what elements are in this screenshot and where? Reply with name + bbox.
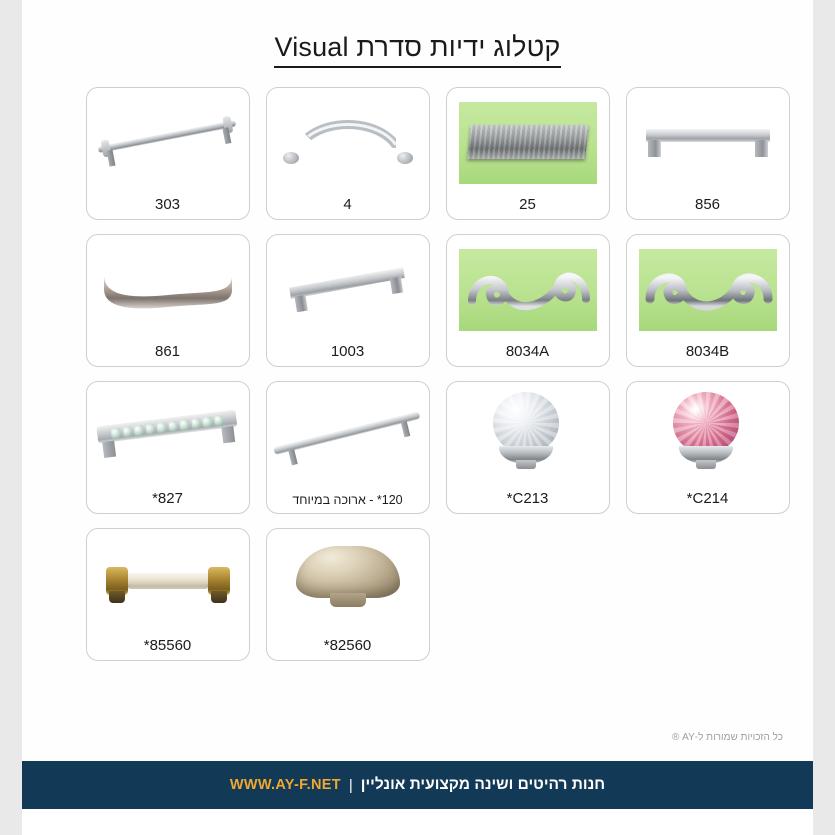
handle-1003-icon	[267, 235, 429, 343]
product-card-861[interactable]	[86, 234, 250, 367]
product-label: C213*	[506, 490, 549, 507]
page-margin-left	[0, 0, 22, 835]
product-card-120[interactable]	[266, 381, 430, 514]
handle-25-icon	[447, 88, 609, 196]
knob-c214-icon	[627, 382, 789, 490]
product-label: 82560*	[323, 637, 372, 654]
handle-85560-icon	[87, 529, 249, 637]
product-card-8034a[interactable]	[446, 234, 610, 367]
product-label: 8034A	[505, 343, 550, 360]
handle-8034b-icon	[627, 235, 789, 343]
product-card-c214[interactable]	[626, 381, 790, 514]
handle-303-icon	[87, 88, 249, 196]
product-grid	[38, 87, 798, 675]
footer-website-link[interactable]: WWW.AY-F.NET	[229, 777, 341, 793]
footer-separator: |	[348, 776, 353, 794]
product-label: C214*	[686, 490, 729, 507]
product-label: 85560*	[143, 637, 192, 654]
product-card-82560[interactable]	[266, 528, 430, 661]
knob-c213-icon	[447, 382, 609, 490]
product-label: 861	[154, 343, 181, 360]
product-card-25[interactable]	[446, 87, 610, 220]
product-label: 827*	[152, 490, 183, 507]
page-bottom-margin	[22, 809, 813, 835]
page-margin-right	[813, 0, 835, 835]
handle-8034a-icon	[447, 235, 609, 343]
product-label: 856	[694, 196, 721, 213]
footer-tagline: חנות רהיטים ושינה מקצועית אונליין	[360, 776, 606, 793]
page-title	[22, 0, 813, 63]
product-label: 120* - ארוכה במיוחד	[292, 493, 403, 507]
product-card-c213[interactable]	[446, 381, 610, 514]
handle-861-icon	[87, 235, 249, 343]
product-label: 8034B	[685, 343, 730, 360]
product-label: 4	[343, 196, 352, 213]
product-card-303[interactable]	[86, 87, 250, 220]
product-label: 1003	[330, 343, 365, 360]
knob-82560-icon	[267, 529, 429, 637]
handle-4-icon	[267, 88, 429, 196]
product-card-856[interactable]	[626, 87, 790, 220]
page-title-text: קטלוג ידיות סדרת Visual	[274, 32, 560, 68]
product-card-8034b[interactable]	[626, 234, 790, 367]
product-label: 25	[519, 196, 536, 213]
product-card-827[interactable]	[86, 381, 250, 514]
product-card-1003[interactable]	[266, 234, 430, 367]
grid-spacer	[626, 528, 790, 661]
footer-bar	[22, 761, 813, 809]
grid-spacer	[446, 528, 610, 661]
product-label: 303	[154, 196, 181, 213]
handle-827-icon	[87, 382, 249, 490]
product-card-4[interactable]	[266, 87, 430, 220]
product-card-85560[interactable]	[86, 528, 250, 661]
catalog-content	[22, 0, 813, 835]
handle-856-icon	[627, 88, 789, 196]
handle-120-icon	[267, 382, 429, 493]
copyright-note: כל הזכויות שמורות ל-AY ®	[671, 732, 783, 743]
